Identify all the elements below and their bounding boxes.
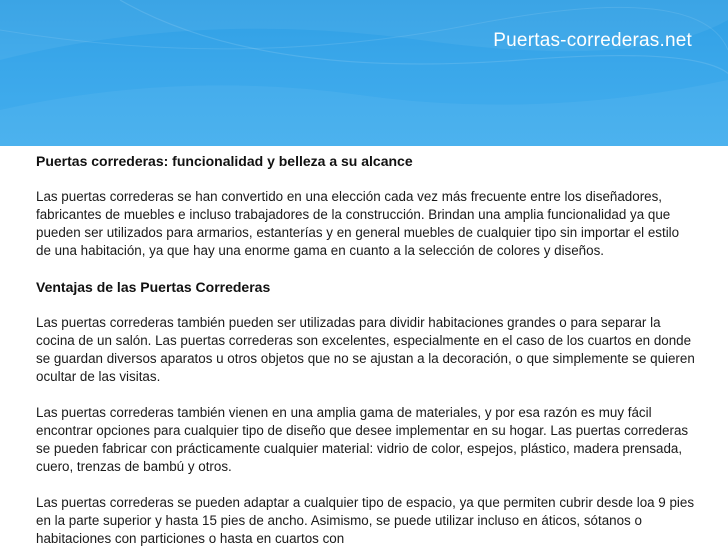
- paragraph-materials: Las puertas correderas también vienen en una amplia gama de materiales, y por esa razón es muy fácil encontrar opciones para cualquier tipo de diseño que desee implementar en su hogar. Las puertas correderas se pueden fabricar con prácticamente cualquier material: vidrio de color, espejos, plástico, madera prensada, cuero, trenzas de bambú y otros.: [36, 405, 689, 474]
- header-band: [0, 0, 728, 146]
- site-title: Puertas-correderas.net: [493, 30, 692, 51]
- paragraph-uses: Las puertas correderas también pueden ser utilizadas para dividir habitaciones grandes o para separar la cocina de un salón. Las puertas correderas son excelentes, especialmente en el caso de los cuartos en donde se guardan diversos aparatos u otros objetos que no se ajustan a la decoración, o que simplemente se quieren ocultar de las visitas.: [36, 315, 695, 384]
- paragraph-intro: Las puertas correderas se han convertido en una elección cada vez más frecuente entre los diseñadores, fabricantes de muebles e incluso trabajadores de la construcción. Brindan una amplia funcionalidad ya que pueden ser utilizados para armarios, estanterías y en general muebles de cualquier tipo sin importar el estilo de una habitación, ya que hay una enorme gama en cuanto a la selección de colores y diseños.: [36, 189, 680, 258]
- section-heading-funcionalidad: Puertas correderas: funcionalidad y belleza a su alcance: [36, 153, 413, 169]
- header-decoration: [0, 0, 728, 146]
- paragraph-adaptability: Las puertas correderas se pueden adaptar a cualquier tipo de espacio, ya que permiten cubrir desde loa 9 pies en la parte superior y hasta 15 pies de ancho. Asimismo, se puede utilizar incluso en áticos, sótanos o habitaciones con particiones o hasta en cuartos con: [36, 495, 695, 546]
- section-heading-ventajas: Ventajas de las Puertas Correderas: [36, 279, 271, 295]
- document-body: [36, 152, 696, 546]
